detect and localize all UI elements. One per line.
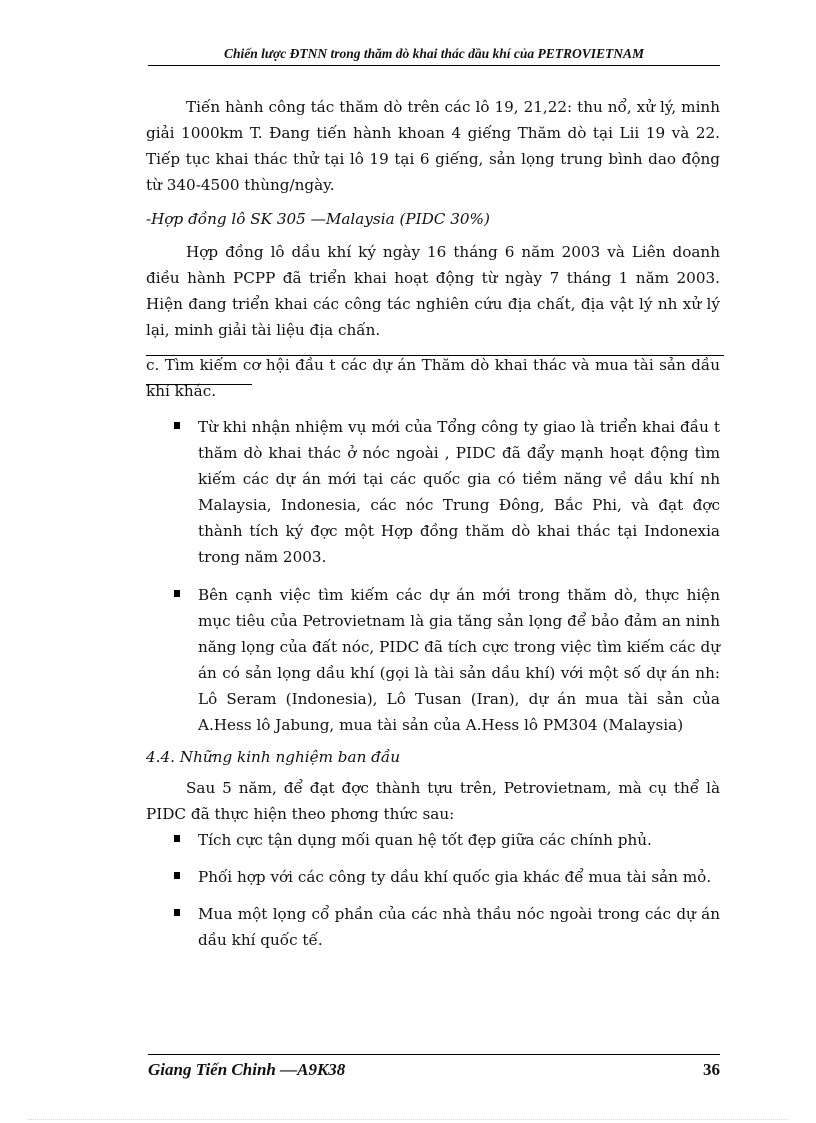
footer-rule	[148, 1054, 720, 1055]
section-c-bullets	[146, 414, 720, 738]
strike-rule	[146, 355, 724, 356]
section-c-heading: c. Tìm kiếm cơ hội đầu t các dự án Thăm dò khai thác và mua tài sản dầu khí khác.	[146, 356, 720, 400]
page-edge-dots	[28, 1119, 788, 1120]
list-item	[146, 414, 720, 570]
square-bullet-icon	[174, 835, 180, 842]
square-bullet-icon	[174, 422, 180, 429]
list-item-text: Từ khi nhận nhiệm vụ mới của Tổng công ty giao là triển khai đầu t thăm dò khai thác ở nóc ngoài , PIDC đã đẩy mạnh hoạt động tìm kiếm các dự án mới tại các quốc gia có tiềm năng về dầu khí nh Malaysia, Indonesia, các nóc Trung Đông, Bắc Phi, và đạt đợc thành tích ký đợc một Hợp đồng thăm dò khai thác tại Indonexia trong năm 2003.	[198, 418, 720, 566]
list-item	[146, 901, 720, 953]
page-body	[146, 94, 720, 953]
paragraph-lo19: Tiến hành công tác thăm dò trên các lô 19, 21,22: thu nổ, xử lý, minh giải 1000km T. Đang tiến hành khoan 4 giếng Thăm dò tại Lii 19 và 22. Tiếp tục khai thác thử tại lô 19 tại 6 giếng, sản lọng trung bình dao động từ 340-4500 thùng/ngày.	[146, 98, 720, 194]
heading-4-4: 4.4. Những kinh nghiệm ban đầu	[146, 748, 400, 766]
heading-sk305: -Hợp đồng lô SK 305 —Malaysia (PIDC 30%)	[146, 210, 490, 228]
list-item	[146, 864, 720, 890]
page-number: 36	[703, 1060, 720, 1079]
list-item-text: Phối hợp với các công ty dầu khí quốc gia khác để mua tài sản mỏ.	[198, 868, 712, 886]
paragraph-sk305: Hợp đồng lô dầu khí ký ngày 16 tháng 6 năm 2003 và Liên doanh điều hành PCPP đã triển khai hoạt động từ ngày 7 tháng 1 năm 2003. Hiện đang triển khai các công tác nghiên cứu địa chất, địa vật lý nh xử lý lại, minh giải tài liệu địa chấn.	[146, 243, 720, 339]
footer-author: Giang Tiến Chinh —A9K38	[148, 1060, 346, 1079]
list-item-text: Mua một lọng cổ phần của các nhà thầu nóc ngoài trong các dự án dầu khí quốc tế.	[198, 905, 720, 949]
list-item-text: Bên cạnh việc tìm kiếm các dự án mới trong thăm dò, thực hiện mục tiêu của Petrovietnam là gia tăng sản lọng để bảo đảm an ninh năng lọng của đất nóc, PIDC đã tích cực trong việc tìm kiếm các dự án có sản lọng dầu khí (gọi là tài sản dầu khí) với một số dự án nh: Lô Seram (Indonesia), Lô Tusan (Iran), dự án mua tài sản của A.Hess lô Jabung, mua tài sản của A.Hess lô PM304 (Malaysia)	[198, 586, 720, 734]
paragraph-4-4-intro: Sau 5 năm, để đạt đợc thành tựu trên, Petrovietnam, mà cụ thể là PIDC đã thực hiện theo phơng thức sau:	[146, 779, 720, 823]
running-header: Chiến lược ĐTNN trong thăm dò khai thác dầu khí của PETROVIETNAM	[223, 46, 645, 61]
header-rule	[148, 65, 720, 66]
square-bullet-icon	[174, 909, 180, 916]
section-c-heading-block	[146, 352, 720, 404]
list-item	[146, 827, 720, 853]
square-bullet-icon	[174, 872, 180, 879]
square-bullet-icon	[174, 590, 180, 597]
list-item-text: Tích cực tận dụng mối quan hệ tốt đẹp giữa các chính phủ.	[198, 831, 652, 849]
strike-rule-2	[146, 384, 252, 385]
section-4-4-bullets	[146, 827, 720, 953]
list-item	[146, 582, 720, 738]
